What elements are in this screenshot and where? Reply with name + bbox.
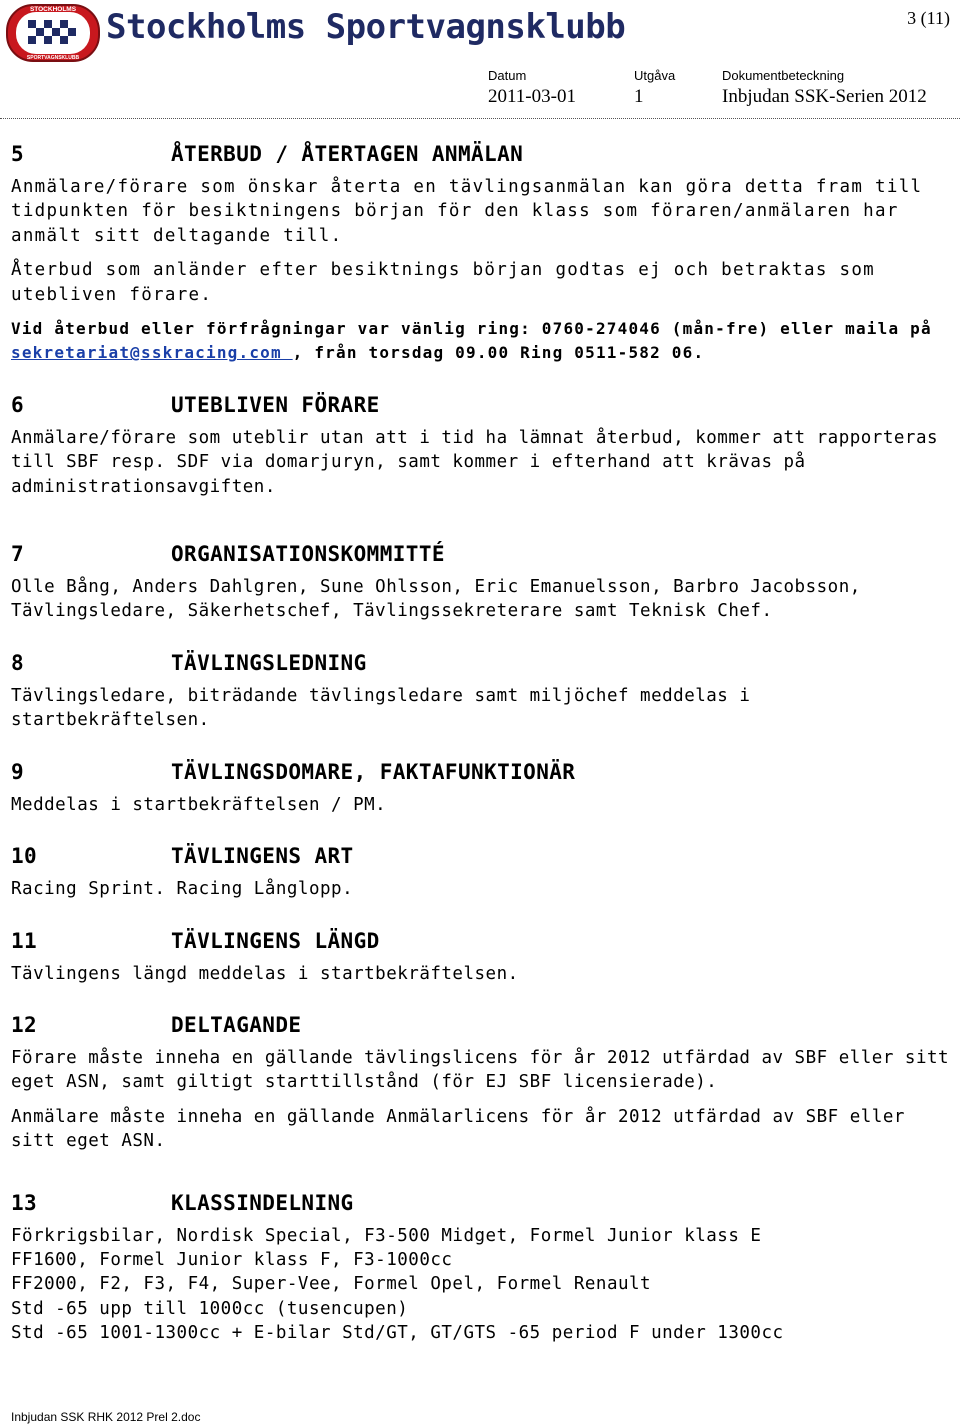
section-heading bbox=[11, 843, 951, 869]
section-heading bbox=[11, 650, 951, 676]
class-list-item: Std -65 upp till 1000cc (tusencupen) bbox=[11, 1298, 409, 1319]
section-title: TÄVLINGENS LÄNGD bbox=[171, 928, 380, 953]
paragraph: Förare måste inneha en gällande tävlingslicens för år 2012 utfärdad av SBF eller sitt eget ASN, samt giltigt starttillstånd (för EJ SBF licensierade). bbox=[11, 1047, 950, 1093]
paragraph: Anmälare/förare som önskar återta en tävlingsanmälan kan göra detta fram till tidpunkten för besiktningens början för den klass som föraren/anmälaren har anmält sitt deltagande till. bbox=[11, 177, 923, 246]
section-title: ÅTERBUD / ÅTERTAGEN ANMÄLAN bbox=[171, 142, 524, 166]
section-heading bbox=[11, 759, 951, 785]
section-number: 5 bbox=[11, 142, 25, 166]
section-title: KLASSINDELNING bbox=[171, 1190, 354, 1215]
section-number: 11 bbox=[11, 928, 38, 953]
section-heading bbox=[11, 1012, 951, 1038]
paragraph: Olle Bång, Anders Dahlgren, Sune Ohlsson, Eric Emanuelsson, Barbro Jacobsson, Tävlingsledare, Säkerhetschef, Tävlingssekreterare samt Teknisk Chef. bbox=[11, 577, 861, 622]
club-logo bbox=[6, 4, 100, 62]
class-list-item: Std -65 1001-1300cc + E-bilar Std/GT, GT/GTS -65 period F under 1300cc bbox=[11, 1323, 784, 1344]
section-11 bbox=[11, 928, 951, 986]
section-number: 9 bbox=[11, 759, 25, 784]
class-list-item: FF1600, Formel Junior klass F, F3-1000cc bbox=[11, 1249, 453, 1270]
svg-text:SPORTVAGNSKLUBB: SPORTVAGNSKLUBB bbox=[26, 55, 80, 61]
section-title: TÄVLINGENS ART bbox=[171, 844, 354, 869]
section-9 bbox=[11, 759, 951, 817]
paragraph: Anmälare/förare som uteblir utan att i tid ha lämnat återbud, kommer att rapporteras till SBF resp. SDF via domarjuryn, samt kommer i efterhand att krävas på administrationsavgiften. bbox=[11, 427, 939, 497]
section-number: 13 bbox=[11, 1190, 38, 1215]
paragraph: Tävlingens längd meddelas i startbekräftelsen. bbox=[11, 963, 519, 984]
section-number: 12 bbox=[11, 1012, 38, 1037]
section-heading bbox=[11, 541, 951, 567]
section-number: 7 bbox=[11, 542, 25, 567]
doc-label: Dokumentbeteckning bbox=[722, 68, 845, 83]
section-title: DELTAGANDE bbox=[171, 1012, 302, 1037]
date-value: 2011-03-01 bbox=[488, 86, 576, 107]
contact-text-tail: , från torsdag 09.00 Ring 0511-582 06. bbox=[292, 343, 705, 363]
class-list-item: Förkrigsbilar, Nordisk Special, F3-500 Midget, Formel Junior klass E bbox=[11, 1225, 762, 1246]
email-link[interactable]: sekretariat@sskracing.com bbox=[11, 343, 293, 363]
contact-paragraph bbox=[11, 317, 951, 366]
section-10 bbox=[11, 843, 951, 901]
section-heading bbox=[11, 928, 951, 954]
section-number: 6 bbox=[11, 392, 25, 417]
section-7 bbox=[11, 541, 951, 624]
contact-text: Vid återbud eller förfrågningar var vänlig ring: 0760-274046 (mån-fre) eller maila på bbox=[11, 319, 932, 339]
section-title: TÄVLINGSDOMARE, FAKTAFUNKTIONÄR bbox=[171, 759, 576, 784]
edition-label: Utgåva bbox=[634, 68, 676, 83]
section-heading bbox=[11, 141, 951, 167]
paragraph: Racing Sprint. Racing Långlopp. bbox=[11, 879, 354, 900]
section-8 bbox=[11, 650, 951, 733]
section-13 bbox=[11, 1190, 951, 1346]
section-heading bbox=[11, 1190, 951, 1216]
paragraph: Tävlingsledare, biträdande tävlingsledare samt miljöchef meddelas i startbekräftelsen. bbox=[11, 685, 751, 731]
section-title: TÄVLINGSLEDNING bbox=[171, 650, 367, 675]
section-6 bbox=[11, 392, 951, 499]
section-number: 8 bbox=[11, 650, 25, 675]
section-number: 10 bbox=[11, 844, 38, 869]
paragraph: Meddelas i startbekräftelsen / PM. bbox=[11, 794, 387, 815]
header-divider bbox=[0, 118, 960, 119]
edition-value: 1 bbox=[634, 86, 644, 107]
class-list-item: FF2000, F2, F3, F4, Super-Vee, Formel Opel, Formel Renault bbox=[11, 1274, 652, 1295]
section-5 bbox=[11, 141, 951, 366]
section-title: UTEBLIVEN FÖRARE bbox=[171, 392, 380, 417]
footer-filename: Inbjudan SSK RHK 2012 Prel 2.doc bbox=[11, 1410, 201, 1424]
section-12 bbox=[11, 1012, 951, 1154]
paragraph: Återbud som anländer efter besiktnings början godtas ej och betraktas som utebliven förare. bbox=[11, 260, 876, 305]
doc-value: Inbjudan SSK-Serien 2012 bbox=[722, 86, 927, 107]
svg-text:STOCKHOLMS: STOCKHOLMS bbox=[29, 6, 77, 13]
section-title: ORGANISATIONSKOMMITTÉ bbox=[171, 542, 445, 567]
page-number: 3 (11) bbox=[907, 8, 950, 28]
document-body bbox=[11, 141, 951, 1372]
club-name: Stockholms Sportvagnsklubb bbox=[106, 7, 626, 47]
section-heading bbox=[11, 392, 951, 418]
class-list bbox=[11, 1224, 951, 1346]
paragraph: Anmälare måste inneha en gällande Anmälarlicens för år 2012 utfärdad av SBF eller sitt eget ASN. bbox=[11, 1106, 905, 1152]
date-label: Datum bbox=[488, 68, 527, 83]
